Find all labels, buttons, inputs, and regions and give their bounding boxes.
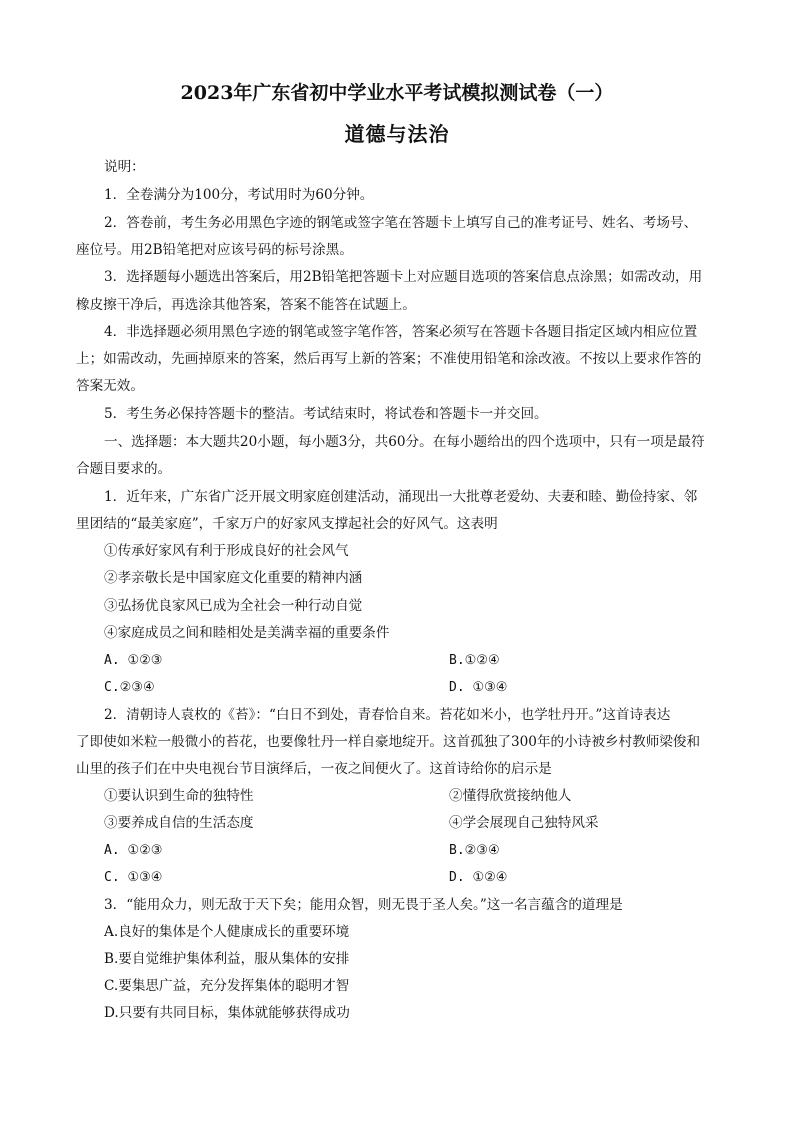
- section-1-header-line-1: 一、选择题：本大题共20小题，每小题3分，共60分。在每小题给出的四个选项中，只有一项是最符: [104, 434, 705, 450]
- subject-title: 道德与法治: [344, 122, 450, 146]
- instruction-2-line-1: 2．答卷前，考生务必用黑色字迹的钢笔或签字笔在答题卡上填写自己的准考证号、姓名、考场号、: [104, 215, 698, 231]
- question-2-statement-4: ④学会展现自己独特风采: [449, 815, 599, 831]
- section-1-header-line-2: 合题目要求的。: [76, 461, 172, 477]
- instruction-1: 1．全卷满分为100分，考试用时为60分钟。: [104, 187, 374, 203]
- instruction-4-line-2: 上；如需改动，先画掉原来的答案，然后再写上新的答案；不准使用铅笔和涂改液。不按以上要求作答的: [76, 351, 702, 367]
- question-1-stem-line-2: 里团结的“最美家庭”，千家万户的好家风支撑起社会的好风气。这表明: [76, 516, 498, 532]
- question-2-stem-line-2: 了即使如米粒一般微小的苔花，也要像牡丹一样自豪地绽开。这首孤独了300年的小诗被乡村教师梁俊和: [76, 734, 701, 750]
- instruction-4-line-3: 答案无效。: [76, 378, 144, 394]
- question-2-stem-line-3: 山里的孩子们在中央电视台节目演绎后，一夜之间便火了。这首诗给你的启示是: [76, 761, 552, 777]
- question-2-option-d: D. ①②④: [449, 870, 508, 885]
- question-3-option-c: C.要集思广益，充分发挥集体的聪明才智: [104, 978, 350, 994]
- question-1-option-c: C.②③④: [104, 680, 155, 695]
- question-1-statement-3: ③弘扬优良家风已成为全社会一种行动自觉: [104, 598, 363, 614]
- question-1-statement-2: ②孝亲敬长是中国家庭文化重要的精神内涵: [104, 570, 363, 586]
- question-1-option-a: A. ①②③: [104, 653, 163, 668]
- question-1-option-d: D. ①③④: [449, 680, 508, 695]
- instructions-heading: 说明：: [104, 159, 145, 175]
- question-2-option-b: B.②③④: [449, 843, 500, 858]
- question-3-option-b: B.要自觉维护集体利益，服从集体的安排: [104, 951, 350, 967]
- instruction-4-line-1: 4．非选择题必须用黑色字迹的钢笔或签字笔作答，答案必须写在答题卡各题目指定区域内相应位置: [104, 324, 698, 340]
- question-2-option-a: A. ①②③: [104, 843, 163, 858]
- exam-title: 2023年广东省初中学业水平考试模拟测试卷（一）: [180, 82, 614, 104]
- question-2-option-c: C. ①③④: [104, 870, 163, 885]
- question-3-option-d: D.只要有共同目标，集体就能够获得成功: [104, 1005, 350, 1021]
- question-3-stem: 3．“能用众力，则无敌于天下矣；能用众智，则无畏于圣人矣。”这一名言蕴含的道理是: [104, 897, 623, 913]
- question-1-statement-4: ④家庭成员之间和睦相处是美满幸福的重要条件: [104, 625, 390, 641]
- question-1-option-b: B.①②④: [449, 653, 500, 668]
- question-2-statement-3: ③要养成自信的生活态度: [104, 815, 254, 831]
- question-2-stem-line-1: 2．清朝诗人袁枚的《苔》：“白日不到处，青春恰自来。苔花如米小，也学牡丹开。”这首诗表达: [104, 707, 671, 723]
- question-2-statement-2: ②懂得欣赏接纳他人: [449, 788, 572, 804]
- instruction-2-line-2: 座位号。用2B铅笔把对应该号码的标号涂黑。: [76, 242, 353, 258]
- instruction-5: 5．考生务必保持答题卡的整洁。考试结束时，将试卷和答题卡一并交回。: [104, 406, 548, 422]
- question-1-stem-line-1: 1．近年来，广东省广泛开展文明家庭创建活动，涌现出一大批尊老爱幼、夫妻和睦、勤俭持家、邻: [104, 489, 698, 505]
- question-1-statement-1: ①传承好家风有利于形成良好的社会风气: [104, 543, 349, 559]
- instruction-3-line-1: 3．选择题每小题选出答案后，用2B铅笔把答题卡上对应题目选项的答案信息点涂黑；如需改动，用: [104, 269, 703, 285]
- question-3-option-a: A.良好的集体是个人健康成长的重要环境: [104, 924, 350, 940]
- instruction-3-line-2: 橡皮擦干净后，再选涂其他答案，答案不能答在试题上。: [76, 297, 416, 313]
- question-2-statement-1: ①要认识到生命的独特性: [104, 788, 254, 804]
